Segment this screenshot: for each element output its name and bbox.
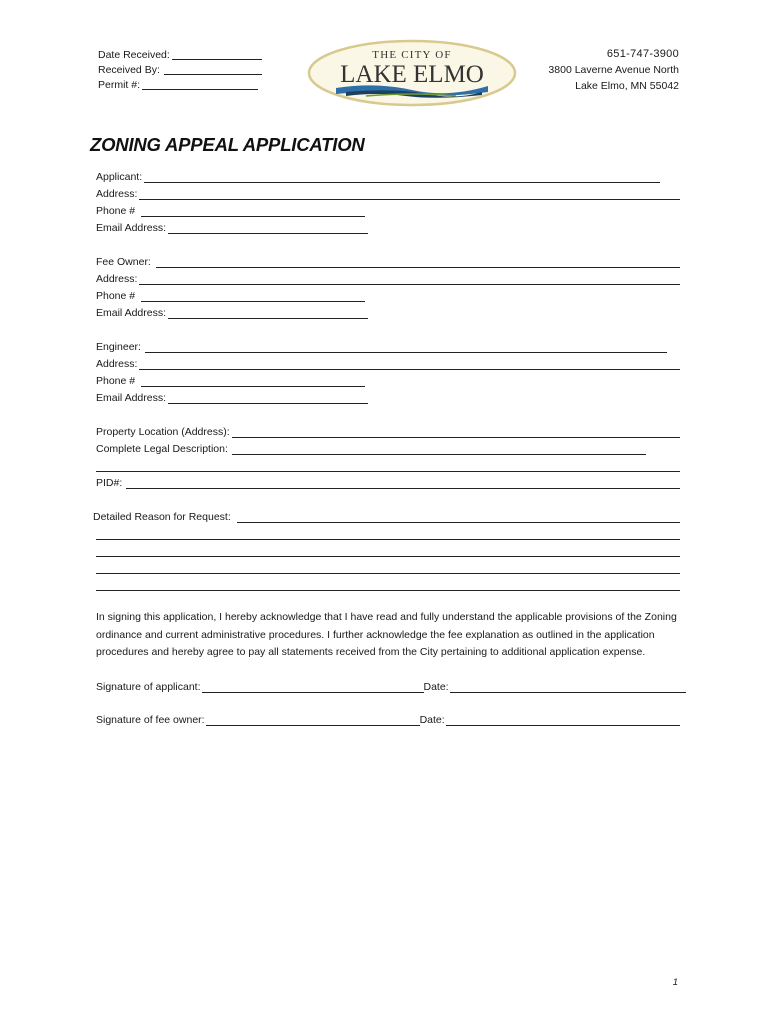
applicant-phone-field[interactable]	[141, 205, 365, 217]
legal-description-field[interactable]	[232, 443, 646, 455]
fee-owner-email-label: Email Address:	[96, 307, 167, 319]
engineer-address-row	[96, 353, 680, 370]
legal-description-row	[96, 438, 680, 455]
fee-owner-name-label: Fee Owner:	[96, 256, 151, 268]
fee-owner-phone-row	[96, 285, 680, 302]
applicant-signature-field[interactable]	[202, 681, 424, 693]
date-received-field[interactable]	[172, 48, 262, 60]
page-number: 1	[672, 977, 678, 988]
engineer-name-row	[96, 336, 680, 353]
acknowledgement-paragraph: In signing this application, I hereby acknowledge that I have read and fully understand the applicable provisions of the Zoning ordinance and current administrative procedures. I further acknowledge the fee explanation as outlined in the application procedures and hereby agree to pay all statements received from the City pertaining to additional application expense.	[96, 611, 677, 658]
engineer-name-label: Engineer:	[96, 341, 141, 353]
fee-owner-address-row	[96, 268, 680, 285]
reason-line[interactable]	[96, 574, 680, 591]
engineer-phone-row	[96, 370, 680, 387]
pid-label: PID#:	[96, 477, 123, 489]
applicant-address-row	[96, 183, 680, 200]
page-title: ZONING APPEAL APPLICATION	[90, 134, 365, 155]
reason-label: Detailed Reason for Request:	[93, 511, 231, 523]
property-location-row	[96, 421, 680, 438]
permit-field[interactable]	[142, 78, 258, 90]
fee-owner-date-label: Date:	[419, 714, 445, 726]
contact-phone: 651-747-3900	[606, 48, 679, 60]
fee-owner-email-field[interactable]	[168, 307, 368, 319]
applicant-email-field[interactable]	[168, 222, 368, 234]
applicant-address-field[interactable]	[139, 188, 680, 200]
applicant-date-field[interactable]	[450, 681, 686, 693]
reason-line[interactable]	[96, 557, 680, 574]
fee-owner-name-field[interactable]	[156, 256, 680, 268]
received-by-row	[98, 63, 262, 78]
engineer-phone-label: Phone #	[96, 375, 136, 387]
legal-description-continuation[interactable]	[96, 455, 680, 472]
contact-street: 3800 Laverne Avenue North	[548, 64, 679, 76]
permit-label: Permit #:	[98, 79, 141, 91]
engineer-email-label: Email Address:	[96, 392, 167, 404]
applicant-signature-label: Signature of applicant:	[96, 681, 201, 693]
fee-owner-date-field[interactable]	[446, 714, 680, 726]
property-location-field[interactable]	[232, 426, 680, 438]
logo-main-text: LAKE ELMO	[340, 61, 484, 88]
received-by-label: Received By:	[98, 64, 160, 76]
application-form	[93, 166, 680, 591]
fee-owner-address-label: Address:	[96, 273, 138, 285]
applicant-email-row	[96, 217, 680, 234]
fee-owner-email-row	[96, 302, 680, 319]
applicant-phone-label: Phone #	[96, 205, 136, 217]
city-logo	[306, 38, 518, 108]
applicant-email-label: Email Address:	[96, 222, 167, 234]
reason-field[interactable]	[237, 511, 680, 523]
engineer-phone-field[interactable]	[141, 375, 365, 387]
applicant-address-label: Address:	[96, 188, 138, 200]
fee-owner-name-row	[96, 251, 680, 268]
engineer-address-field[interactable]	[139, 358, 680, 370]
fee-owner-phone-label: Phone #	[96, 290, 136, 302]
legal-description-label: Complete Legal Description:	[96, 443, 228, 455]
applicant-name-label: Applicant:	[96, 171, 143, 183]
date-received-row	[98, 48, 262, 63]
engineer-address-label: Address:	[96, 358, 138, 370]
fee-owner-signature-label: Signature of fee owner:	[96, 714, 205, 726]
pid-field[interactable]	[126, 477, 680, 489]
engineer-email-field[interactable]	[168, 392, 368, 404]
property-location-label: Property Location (Address):	[96, 426, 230, 438]
reason-line[interactable]	[96, 523, 680, 540]
fee-owner-phone-field[interactable]	[141, 290, 365, 302]
reason-row	[93, 506, 680, 523]
fee-owner-signature-field[interactable]	[206, 714, 420, 726]
office-use-block	[98, 48, 262, 93]
fee-owner-address-field[interactable]	[139, 273, 680, 285]
applicant-phone-row	[96, 200, 680, 217]
date-received-label: Date Received:	[98, 49, 170, 61]
applicant-date-label: Date:	[423, 681, 449, 693]
reason-line[interactable]	[96, 540, 680, 557]
engineer-name-field[interactable]	[145, 341, 667, 353]
pid-row	[96, 472, 680, 489]
contact-block	[548, 46, 679, 94]
contact-city: Lake Elmo, MN 55042	[575, 80, 679, 92]
applicant-name-field[interactable]	[144, 171, 660, 183]
logo-top-text: THE CITY OF	[372, 49, 452, 61]
applicant-signature-row	[96, 677, 686, 693]
applicant-name-row	[96, 166, 680, 183]
engineer-email-row	[96, 387, 680, 404]
permit-row	[98, 78, 262, 93]
received-by-field[interactable]	[164, 63, 262, 75]
fee-owner-signature-row	[96, 710, 686, 726]
